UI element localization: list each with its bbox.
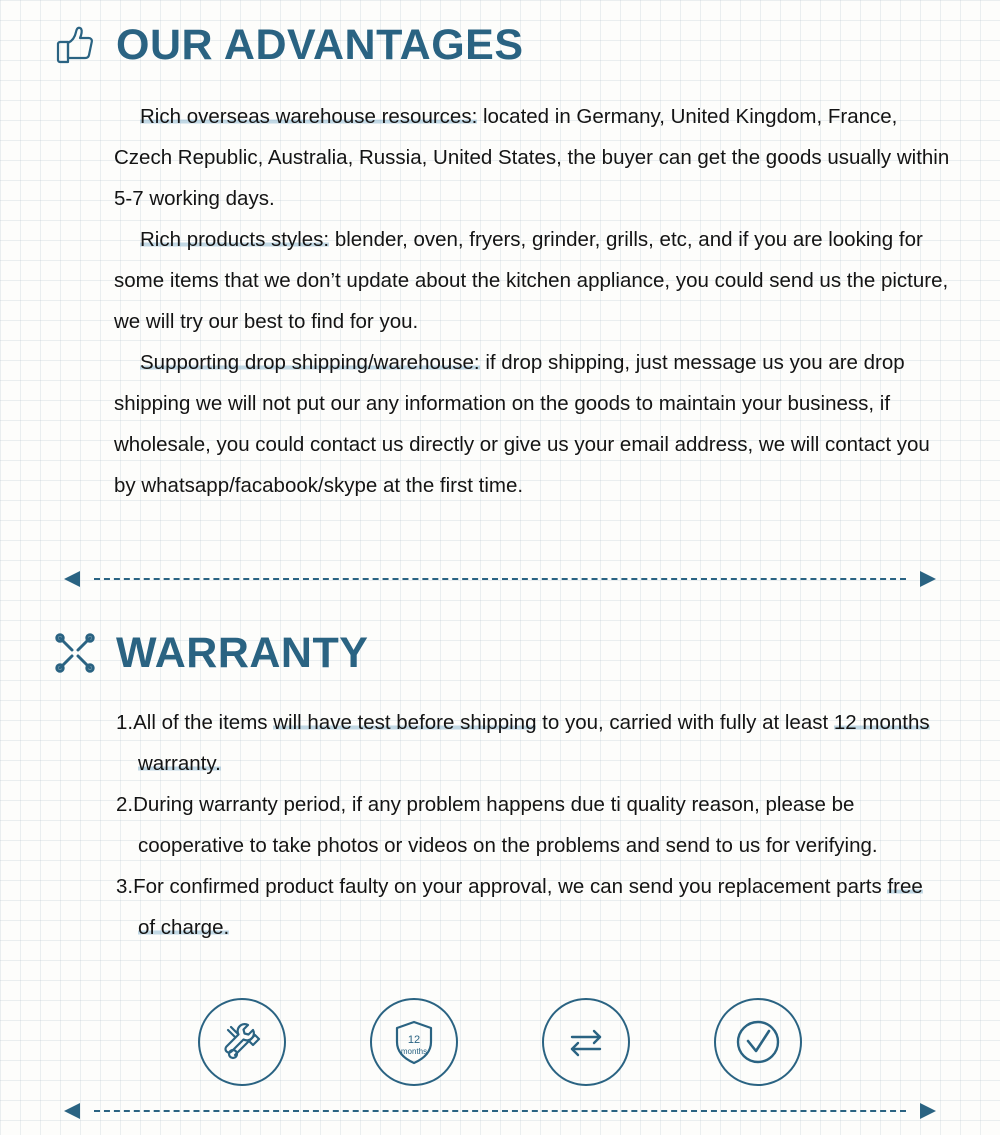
advantages-paragraph-3-text: if drop shipping, just message us you are drop shipping we will not put our any information on the goods to maintain your business, if wholesale, you could contact us directly or give us your email address, we will contact you by whatsapp/facabook/skype at the first time. bbox=[114, 351, 930, 497]
advantages-paragraph-2 bbox=[114, 219, 954, 342]
thumbs-up-icon bbox=[52, 22, 98, 68]
warranty-item-1-highlight-1: will have test before shipping bbox=[273, 711, 537, 734]
svg-text:months: months bbox=[400, 1047, 428, 1056]
svg-text:12: 12 bbox=[407, 1034, 421, 1046]
divider-left-arrow-icon bbox=[64, 1103, 80, 1119]
warranty-item-3-prefix: 3.For confirmed product faulty on your approval, we can send you replacement parts bbox=[116, 875, 888, 898]
warranty-list-item bbox=[116, 702, 944, 784]
advantages-paragraph-1-highlight: Rich overseas warehouse resources: bbox=[140, 105, 478, 128]
warranty-item-2-prefix: 2.During warranty period, if any problem happens due ti quality reason, please be cooperative to take photos or videos on the problems and send to us for verifying. bbox=[116, 793, 878, 857]
warranty-list-item bbox=[116, 866, 944, 948]
divider-left-arrow-icon bbox=[64, 571, 80, 587]
advantages-paragraph-1 bbox=[114, 96, 954, 219]
warranty-badge-row bbox=[150, 998, 850, 1086]
wrench-screwdriver-icon bbox=[52, 630, 98, 676]
warranty-item-3-highlight-1: free of charge. bbox=[138, 875, 923, 939]
warranty-list bbox=[116, 702, 944, 948]
warranty-title: WARRANTY bbox=[116, 628, 369, 677]
warranty-heading bbox=[52, 630, 368, 676]
warranty-item-1-highlight-2: 12 months warranty. bbox=[138, 711, 930, 775]
divider-right-arrow-icon bbox=[920, 1103, 936, 1119]
advantages-paragraph-2-text: blender, oven, fryers, grinder, grills, etc, and if you are looking for some items that we don’t update about the kitchen appliance, you could send us the picture, we will try our best to find for you. bbox=[114, 228, 949, 333]
warranty-list-item bbox=[116, 784, 944, 866]
section-divider-1 bbox=[64, 568, 936, 590]
shield-12-months-badge-icon bbox=[370, 998, 458, 1086]
advantages-body bbox=[114, 96, 954, 506]
advantages-title: OUR ADVANTAGES bbox=[116, 20, 524, 69]
divider-dashed-line bbox=[94, 1110, 906, 1112]
advantages-heading bbox=[52, 22, 524, 68]
advantages-paragraph-3 bbox=[114, 342, 954, 506]
warranty-item-1-middle: to you, carried with fully at least bbox=[536, 711, 834, 734]
advantages-paragraph-3-highlight: Supporting drop shipping/warehouse: bbox=[140, 351, 480, 374]
section-divider-2 bbox=[64, 1100, 936, 1122]
divider-right-arrow-icon bbox=[920, 571, 936, 587]
warranty-item-1-prefix: 1.All of the items bbox=[116, 711, 274, 734]
tools-badge-icon bbox=[198, 998, 286, 1086]
check-mark-badge-icon bbox=[714, 998, 802, 1086]
divider-dashed-line bbox=[94, 578, 906, 580]
exchange-arrows-badge-icon bbox=[542, 998, 630, 1086]
advantages-paragraph-2-highlight: Rich products styles: bbox=[140, 228, 330, 251]
advantages-paragraph-1-text: located in Germany, United Kingdom, France, Czech Republic, Australia, Russia, United States, the buyer can get the goods usually within 5-7 working days. bbox=[114, 105, 950, 210]
